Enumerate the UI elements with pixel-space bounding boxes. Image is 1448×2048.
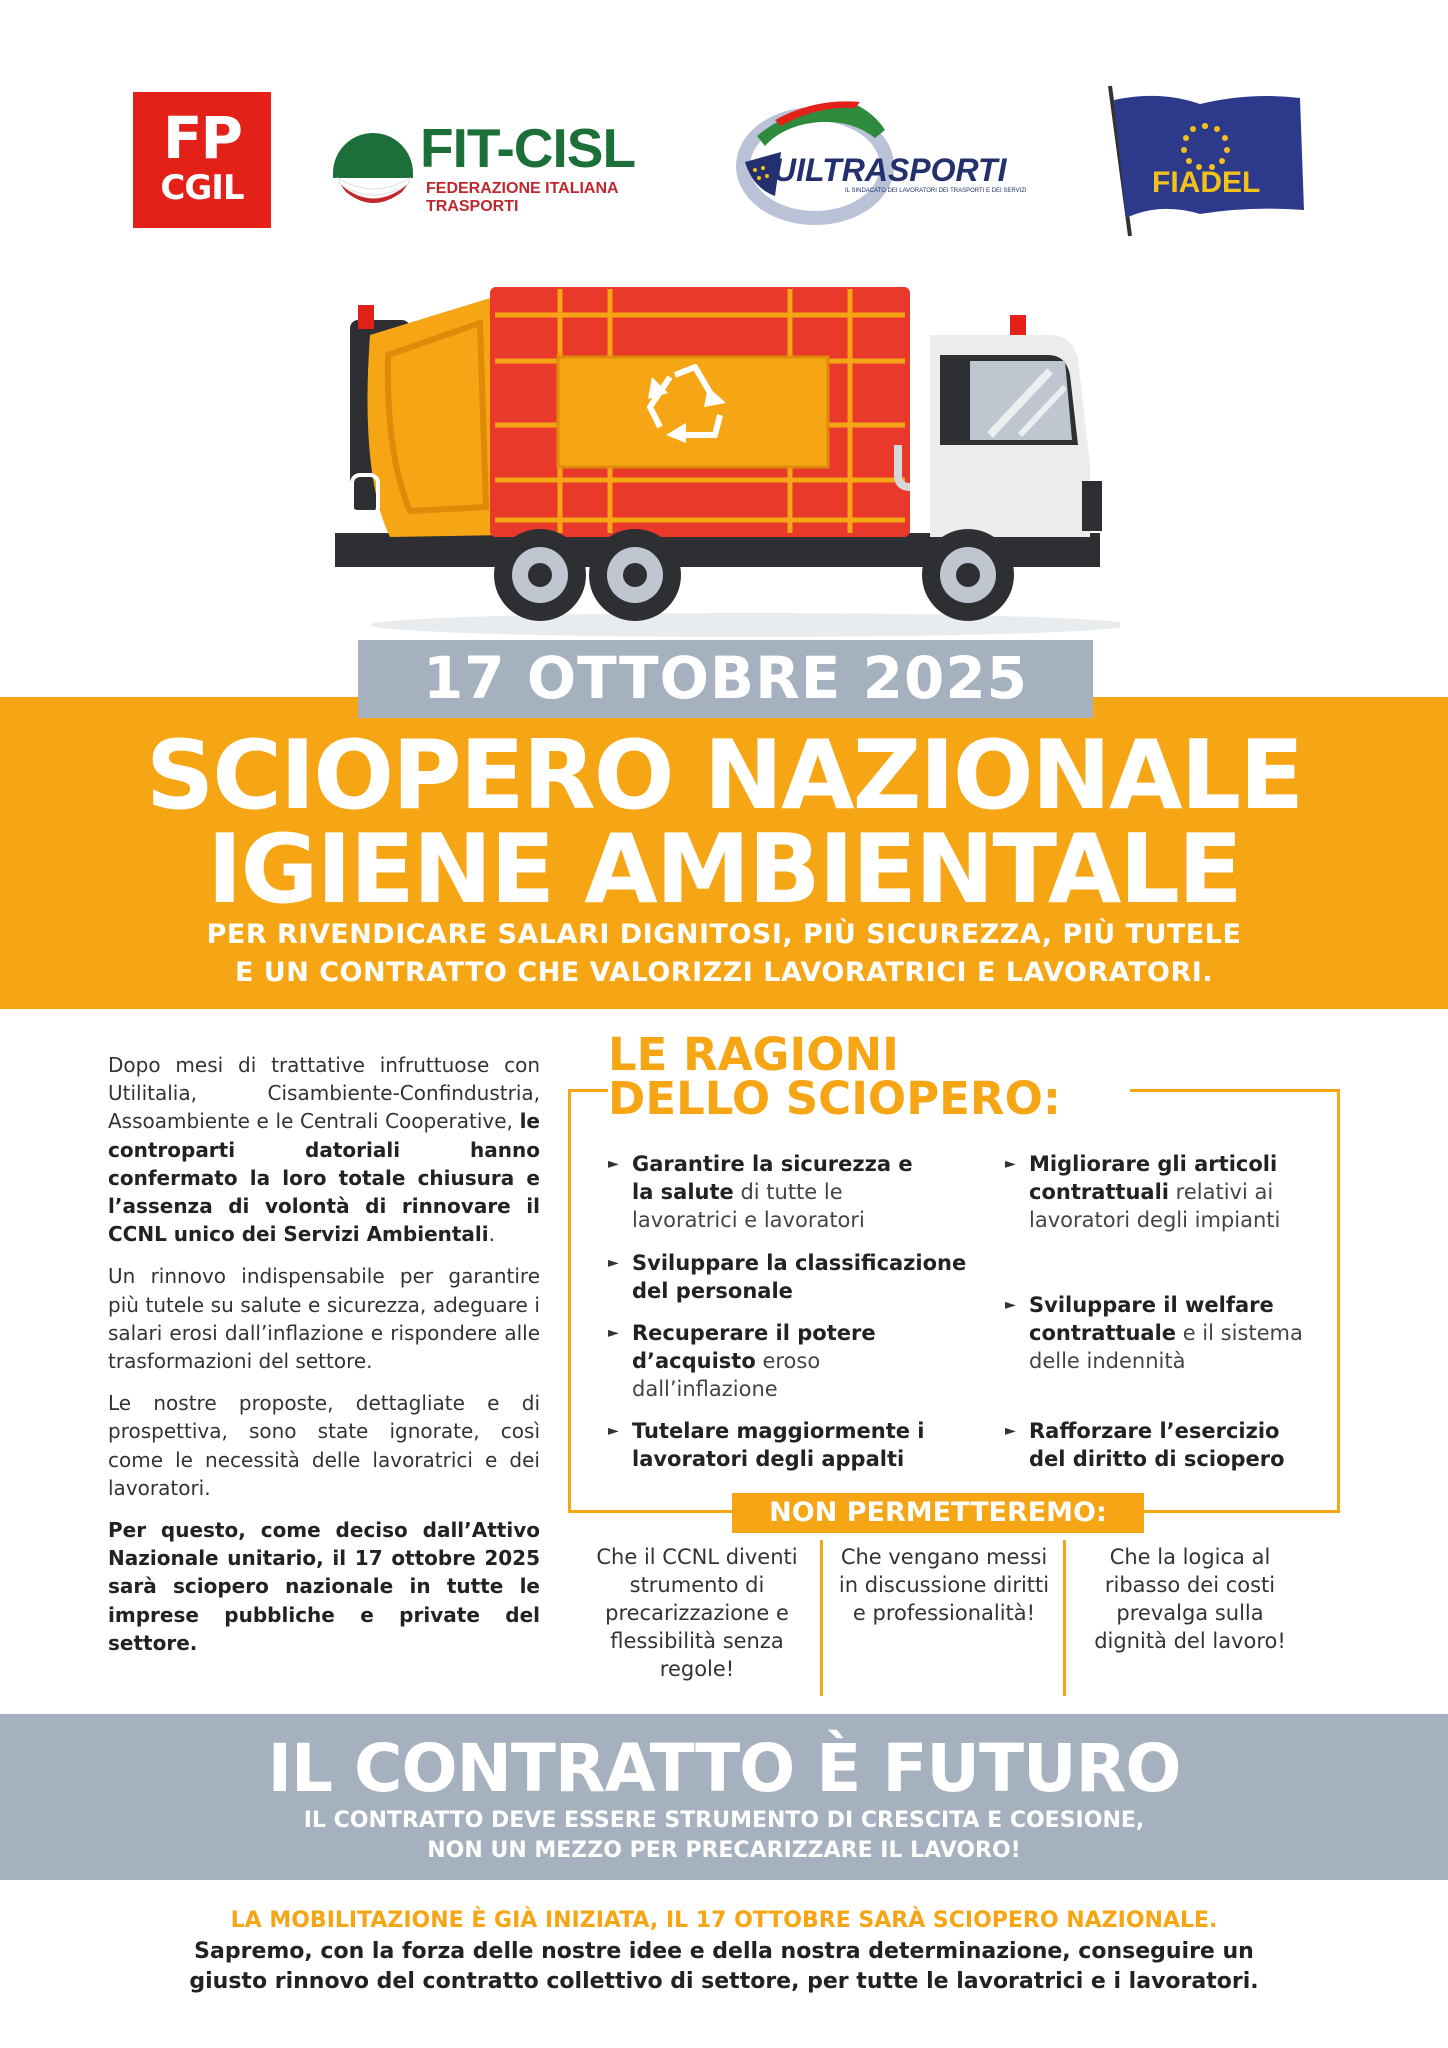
- reasons-title-line2: DELLO SCIOPERO:: [608, 1072, 1061, 1125]
- reason-item: [1005, 1291, 1329, 1375]
- arrow-icon: ►: [1005, 1297, 1016, 1313]
- main-title: [0, 721, 1448, 925]
- footer-text-line2: giusto rinnovo del contratto collettivo di settore, per tutte le lavoratrici e i lavoratori.: [189, 1969, 1259, 1994]
- non-permetteremo-item: Che la logica al ribasso dei costi prevalga sulla dignità del lavoro!: [1094, 1545, 1286, 1653]
- uiltrasporti-name: UILTRASPORTI: [773, 152, 1007, 188]
- main-subtitle-line1: PER RIVENDICARE SALARI DIGNITOSI, PIÙ SICUREZZA, PIÙ TUTELE: [206, 919, 1242, 950]
- reason-item: [608, 1249, 992, 1305]
- intro-p4-bold: Per questo, come deciso dall’Attivo Nazionale unitario, il 17 ottobre 2025 sarà sciopero nazionale in tutte le imprese pubbliche e private del settore.: [108, 1518, 540, 1655]
- reason-item: [1005, 1417, 1319, 1473]
- footer-text-line1: Sapremo, con la forza delle nostre idee e della nostra determinazione, conseguire un: [194, 1939, 1254, 1964]
- fit-cisl-emblem-icon: [328, 118, 418, 208]
- intro-p1-plain: Dopo mesi di trattative infruttuose con Utilitalia, Cisambiente-Confindustria, Assoambiente e le Centrali Cooperative,: [108, 1053, 540, 1134]
- reason-rest: di tutte le lavoratrici e lavoratori: [632, 1180, 865, 1232]
- footer-highlight: LA MOBILITAZIONE È GIÀ INIZIATA, IL 17 OTTOBRE SARÀ SCIOPERO NAZIONALE.: [230, 1908, 1218, 1933]
- reason-rest: e il sistema delle indennità: [1029, 1321, 1303, 1373]
- main-title-line1: SCIOPERO NAZIONALE: [145, 721, 1303, 831]
- fit-cisl-subtitle: FEDERAZIONE ITALIANA TRASPORTI: [426, 180, 618, 215]
- arrow-icon: ►: [1005, 1423, 1016, 1439]
- intro-paragraph-1: [108, 1051, 540, 1248]
- contract-subline-2: NON UN MEZZO PER PRECARIZZARE IL LAVORO!: [427, 1838, 1021, 1863]
- main-subtitle: [0, 916, 1448, 992]
- strike-date: 17 OTTOBRE 2025: [422, 644, 1029, 712]
- main-title-line2: IGIENE AMBIENTALE: [207, 815, 1241, 925]
- reasons-frame-top-right: [1130, 1089, 1340, 1092]
- fit-cisl-name: FIT-CISL: [420, 117, 636, 179]
- intro-p1-bold: le controparti datoriali hanno confermato la loro totale chiusura e l’assenza di volontà di rinnovare il CCNL unico dei Servizi Ambientali: [108, 1109, 540, 1247]
- fiadel-logo: [1100, 78, 1310, 238]
- reason-strong: Migliorare gli articoli contrattuali: [1029, 1152, 1278, 1204]
- reason-strong: Sviluppare la classificazione del personale: [632, 1251, 967, 1303]
- reason-strong: Garantire la sicurezza e la salute: [632, 1152, 913, 1204]
- fp-cgil-logo-line2: CGIL: [160, 168, 244, 208]
- reason-item: [608, 1150, 932, 1234]
- reason-rest: relativi ai lavoratori degli impianti: [1029, 1180, 1281, 1232]
- column-divider: [1063, 1540, 1066, 1696]
- arrow-icon: ►: [1005, 1156, 1016, 1172]
- main-subtitle-line2: E UN CONTRATTO CHE VALORIZZI LAVORATRICI E LAVORATORI.: [234, 957, 1214, 988]
- fp-cgil-logo: [133, 92, 271, 228]
- intro-paragraph-2: Un rinnovo indispensabile per garantire più tutele su salute e sicurezza, adeguare i salari erosi dall’inflazione e rispondere alle trasformazioni del settore.: [108, 1264, 540, 1374]
- eu-flag-icon: [1100, 78, 1310, 238]
- non-permetteremo-item: Che il CCNL diventi strumento di precarizzazione e flessibilità senza regole!: [596, 1545, 798, 1681]
- arrow-icon: ►: [608, 1255, 619, 1271]
- reason-item: [608, 1319, 922, 1403]
- uiltrasporti-logo: [735, 96, 1055, 226]
- intro-paragraph-4: [108, 1516, 540, 1657]
- arrow-icon: ►: [608, 1423, 619, 1439]
- reason-rest: eroso dall’inflazione: [632, 1349, 821, 1401]
- arrow-icon: ►: [608, 1156, 619, 1172]
- uiltrasporti-subtitle: IL SINDACATO DEI LAVORATORI DEI TRASPORTI E DEI SERVIZI: [845, 188, 1027, 194]
- arrow-icon: ►: [608, 1325, 619, 1341]
- intro-paragraph-3: Le nostre proposte, dettagliate e di prospettiva, sono state ignorate, così come le necessità delle lavoratrici e dei lavoratori.: [108, 1391, 540, 1500]
- contract-subline: [0, 1806, 1448, 1866]
- non-permetteremo-item: Che vengano messi in discussione diritti e professionalità!: [838, 1545, 1050, 1625]
- reason-strong: Recuperare il potere d’acquisto: [632, 1321, 876, 1373]
- garbage-truck-illustration: [330, 275, 1120, 640]
- fiadel-name: FIADEL: [1152, 166, 1261, 199]
- reasons-title: [608, 1028, 1075, 1125]
- reason-item: [1005, 1150, 1319, 1234]
- date-box: [358, 640, 1093, 718]
- wheel-1: [494, 529, 586, 621]
- contract-headline: IL CONTRATTO È FUTURO: [267, 1730, 1181, 1807]
- reason-strong: Tutelare maggiormente i lavoratori degli appalti: [632, 1419, 925, 1471]
- reason-item: [608, 1417, 952, 1473]
- column-divider: [820, 1540, 823, 1696]
- fp-cgil-logo-line1: FP: [162, 104, 242, 172]
- intro-p1-end: .: [488, 1222, 495, 1247]
- reasons-frame-top-left: [568, 1089, 608, 1092]
- intro-text: [108, 1051, 540, 1671]
- footer-text: [0, 1937, 1448, 1997]
- non-permetteremo-heading: NON PERMETTEREMO:: [732, 1493, 1144, 1533]
- reason-strong: Rafforzare l’esercizio del diritto di sciopero: [1029, 1419, 1285, 1471]
- reasons-title-line1: LE RAGIONI: [608, 1028, 899, 1081]
- reason-strong: Sviluppare il welfare contrattuale: [1029, 1293, 1274, 1345]
- contract-subline-1: IL CONTRATTO DEVE ESSERE STRUMENTO DI CRESCITA E COESIONE,: [303, 1808, 1145, 1833]
- fit-cisl-logo: [328, 112, 678, 215]
